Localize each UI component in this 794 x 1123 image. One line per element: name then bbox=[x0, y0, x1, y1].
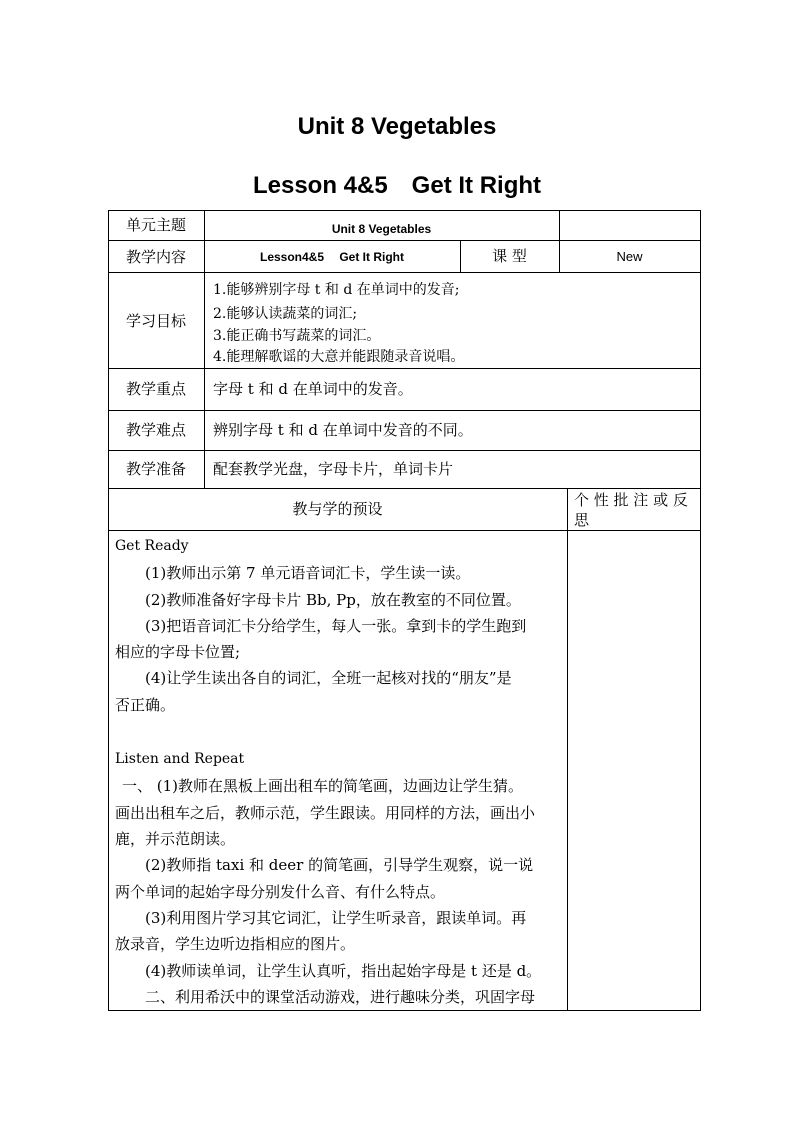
body-text: (2)教师准备好字母卡片 Bb, Pp，放在教室的不同位置。 bbox=[145, 591, 521, 609]
table-line bbox=[108, 1010, 701, 1011]
table-line bbox=[108, 368, 701, 369]
body-text: 否正确。 bbox=[115, 696, 176, 714]
unit-value: Unit 8 Vegetables bbox=[331, 222, 432, 236]
table-line bbox=[108, 240, 701, 241]
body-text: 鹿，并示范朗读。 bbox=[115, 830, 236, 848]
body-text: 相应的字母卡位置; bbox=[115, 643, 241, 661]
prep-label: 教学准备 bbox=[125, 460, 186, 478]
goal-item: 2.能够认读蔬菜的词汇; bbox=[213, 306, 358, 322]
table-line bbox=[108, 488, 701, 489]
body-text: (3)利用图片学习其它词汇，让学生听录音，跟读单词。再 bbox=[145, 909, 527, 927]
difficulty-value: 辨别字母 t 和 d 在单词中发音的不同。 bbox=[213, 421, 473, 439]
content-label: 教学内容 bbox=[125, 248, 186, 266]
plan-header: 教与学的预设 bbox=[292, 500, 383, 518]
notes-header-cont: 思 bbox=[574, 511, 590, 529]
table-line bbox=[567, 488, 568, 1011]
goal-item: 3.能正确书写蔬菜的词汇。 bbox=[213, 328, 381, 344]
unit-label: 单元主题 bbox=[125, 216, 186, 234]
key-value: 字母 t 和 d 在单词中的发音。 bbox=[213, 380, 413, 398]
body-text: (1)教师出示第 7 单元语音词汇卡，学生读一读。 bbox=[145, 564, 471, 582]
table-line bbox=[108, 530, 701, 531]
body-text: 画出出租车之后，教师示范，学生跟读。用同样的方法，画出小 bbox=[115, 804, 536, 822]
body-text: (4)教师读单词，让学生认真听，指出起始字母是 t 还是 d。 bbox=[145, 962, 542, 980]
body-text: (3)把语音词汇卡分给学生，每人一张。拿到卡的学生跑到 bbox=[145, 617, 527, 635]
table-line bbox=[108, 450, 701, 451]
notes-header: 个 性 批 注 或 反 bbox=[574, 491, 688, 509]
body-text: 一、 (1)教师在黑板上画出租车的简笔画，边画边让学生猜。 bbox=[122, 777, 524, 795]
body-text: 二、利用希沃中的课堂活动游戏，进行趣味分类，巩固字母 bbox=[145, 988, 536, 1006]
prep-value: 配套教学光盘，字母卡片，单词卡片 bbox=[213, 460, 454, 478]
table-line bbox=[108, 210, 701, 211]
page-title: Unit 8 Vegetables bbox=[297, 113, 497, 140]
table-line bbox=[108, 410, 701, 411]
body-text: (4)让学生读出各自的词汇，全班一起核对找的“朋友”是 bbox=[145, 669, 512, 687]
difficulty-label: 教学难点 bbox=[125, 421, 186, 439]
section-title: Listen and Repeat bbox=[115, 751, 245, 767]
section-title: Get Ready bbox=[115, 538, 189, 554]
key-label: 教学重点 bbox=[125, 380, 186, 398]
goal-item: 1.能够辨别字母 t 和 d 在单词中的发音; bbox=[213, 282, 460, 298]
page-subtitle: Lesson 4&5 Get It Right bbox=[252, 172, 542, 199]
type-value: New bbox=[616, 249, 643, 264]
goal-item: 4.能理解歌谣的大意并能跟随录音说唱。 bbox=[213, 349, 465, 365]
table-line bbox=[700, 210, 701, 1011]
goals-label: 学习目标 bbox=[125, 312, 186, 330]
body-text: 放录音，学生边听边指相应的图片。 bbox=[115, 935, 356, 953]
table-line bbox=[108, 272, 701, 273]
content-value: Lesson4&5 Get It Right bbox=[259, 250, 405, 264]
body-text: (2)教师指 taxi 和 deer 的简笔画，引导学生观察，说一说 bbox=[145, 856, 534, 874]
type-label: 课 型 bbox=[492, 247, 527, 265]
body-text: 两个单词的起始字母分别发什么音、有什么特点。 bbox=[115, 883, 446, 901]
